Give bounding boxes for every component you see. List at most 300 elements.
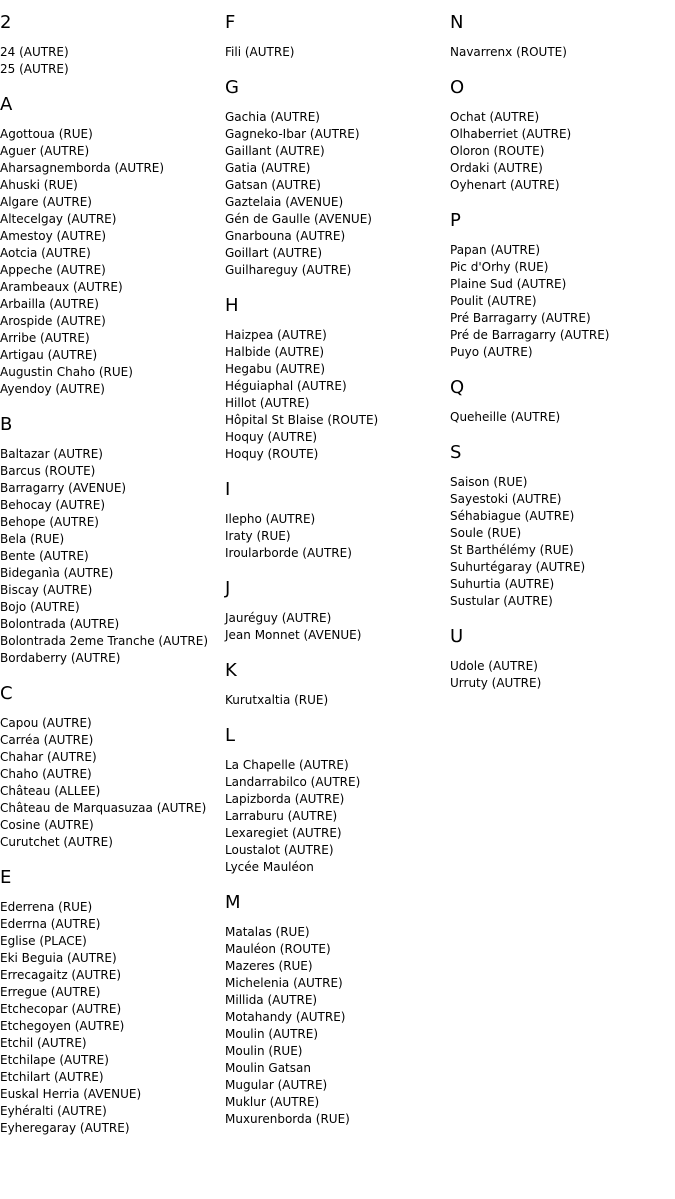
letter-section [0, 680, 225, 851]
street-link[interactable]: Bordaberry (AUTRE) [0, 651, 121, 665]
street-list-item [225, 808, 450, 825]
street-link[interactable]: Arospide (AUTRE) [0, 314, 106, 328]
street-list-item [450, 675, 675, 692]
street-list-item [0, 126, 225, 143]
street-list-item [0, 933, 225, 950]
street-link[interactable]: Aguer (AUTRE) [0, 144, 90, 158]
street-list-item [0, 616, 225, 633]
street-link[interactable]: Ochat (AUTRE) [450, 110, 540, 124]
letter-section [450, 9, 675, 61]
street-list-item [225, 412, 450, 429]
street-list-item [0, 950, 225, 967]
street-list [225, 327, 450, 463]
street-list-item [0, 783, 225, 800]
street-link[interactable]: Oyhenart (AUTRE) [450, 178, 560, 192]
street-link[interactable]: Olhaberriet (AUTRE) [450, 127, 572, 141]
street-list-item [0, 61, 225, 78]
street-link[interactable]: Pré Barragarry (AUTRE) [450, 311, 591, 325]
street-list-item [225, 610, 450, 627]
street-link[interactable]: Puyo (AUTRE) [450, 345, 533, 359]
letter-section [450, 439, 675, 610]
section-letter-heading: E [0, 867, 12, 888]
street-link[interactable]: Haizpea (AUTRE) [225, 328, 327, 342]
section-letter-heading: S [450, 442, 462, 463]
street-list-item [225, 126, 450, 143]
street-list-item [0, 279, 225, 296]
street-list-item [450, 576, 675, 593]
street-link[interactable]: Bolontrada 2eme Tranche (AUTRE) [0, 634, 209, 648]
street-link[interactable]: Behocay (AUTRE) [0, 498, 106, 512]
street-list-item [0, 381, 225, 398]
street-link[interactable]: Iraty (RUE) [225, 529, 291, 543]
street-link[interactable]: Suhurtia (AUTRE) [450, 577, 555, 591]
street-list-item [225, 1094, 450, 1111]
street-list-item [225, 160, 450, 177]
street-link[interactable]: Ayendoy (AUTRE) [0, 382, 105, 396]
street-list-item [0, 446, 225, 463]
street-link[interactable]: Moulin Gatsan [225, 1061, 311, 1075]
street-link[interactable]: Mazeres (RUE) [225, 959, 313, 973]
street-link[interactable]: Bela (RUE) [0, 532, 65, 546]
street-link[interactable]: Arambeaux (AUTRE) [0, 280, 123, 294]
street-link[interactable]: Algare (AUTRE) [0, 195, 92, 209]
street-link[interactable]: Suhurtégaray (AUTRE) [450, 560, 586, 574]
street-link[interactable]: Queheille (AUTRE) [450, 410, 561, 424]
street-link[interactable]: Mugular (AUTRE) [225, 1078, 328, 1092]
street-link[interactable]: Guilhareguy (AUTRE) [225, 263, 352, 277]
street-list-item [450, 160, 675, 177]
street-list-item [225, 958, 450, 975]
street-link[interactable]: Arribe (AUTRE) [0, 331, 90, 345]
street-list-item [0, 650, 225, 667]
street-link[interactable]: Lycée Mauléon [225, 860, 314, 874]
section-letter-heading: L [225, 725, 236, 746]
street-link[interactable]: Appeche (AUTRE) [0, 263, 106, 277]
street-list-item [0, 480, 225, 497]
street-link[interactable]: Bideganìa (AUTRE) [0, 566, 114, 580]
street-link[interactable]: Aotcia (AUTRE) [0, 246, 91, 260]
letter-section [450, 374, 675, 426]
street-list [0, 126, 225, 398]
street-link[interactable]: Behope (AUTRE) [0, 515, 99, 529]
letter-section [0, 91, 225, 398]
street-link[interactable]: Gagneko-Ibar (AUTRE) [225, 127, 360, 141]
street-link[interactable]: Halbide (AUTRE) [225, 345, 325, 359]
street-list-item [225, 109, 450, 126]
letter-section [225, 476, 450, 562]
section-letter-heading: Q [450, 377, 465, 398]
street-link[interactable]: Papan (AUTRE) [450, 243, 541, 257]
street-list-item [225, 791, 450, 808]
street-link[interactable]: Jauréguy (AUTRE) [225, 611, 332, 625]
letter-section [225, 74, 450, 279]
street-link[interactable]: Eyheregaray (AUTRE) [0, 1121, 130, 1135]
street-list-item [225, 774, 450, 791]
street-link[interactable]: Ederrna (AUTRE) [0, 917, 101, 931]
street-link[interactable]: Muklur (AUTRE) [225, 1095, 320, 1109]
letter-section [225, 722, 450, 876]
street-list-item [0, 1001, 225, 1018]
street-list-item [450, 293, 675, 310]
street-list-item [0, 330, 225, 347]
street-list-item [0, 1052, 225, 1069]
street-link[interactable]: 24 (AUTRE) [0, 45, 69, 59]
street-link[interactable]: Ordaki (AUTRE) [450, 161, 543, 175]
street-link[interactable]: Hôpital St Blaise (ROUTE) [225, 413, 379, 427]
street-link[interactable]: Pré de Barragarry (AUTRE) [450, 328, 610, 342]
section-letter-heading: 2 [0, 12, 12, 33]
street-list-item [0, 916, 225, 933]
street-link[interactable]: Curutchet (AUTRE) [0, 835, 113, 849]
street-link[interactable]: Héguiaphal (AUTRE) [225, 379, 347, 393]
street-link[interactable]: Chahar (AUTRE) [0, 750, 97, 764]
street-list-item [225, 545, 450, 562]
street-list-item [450, 276, 675, 293]
street-list-item [225, 143, 450, 160]
street-list-item [225, 1077, 450, 1094]
street-link[interactable]: Michelenia (AUTRE) [225, 976, 343, 990]
street-link[interactable]: Gatsan (AUTRE) [225, 178, 321, 192]
street-list-item [225, 859, 450, 876]
letter-section [225, 9, 450, 61]
street-list-item [0, 211, 225, 228]
street-list-item [0, 44, 225, 61]
street-link[interactable]: Udole (AUTRE) [450, 659, 538, 673]
section-letter-heading: A [0, 94, 13, 115]
street-link[interactable]: Saison (RUE) [450, 475, 528, 489]
street-list-item [0, 1018, 225, 1035]
street-link[interactable]: Château de Marquasuzaa (AUTRE) [0, 801, 207, 815]
street-link[interactable]: Urruty (AUTRE) [450, 676, 542, 690]
section-letter-heading: F [225, 12, 236, 33]
street-list-item [0, 245, 225, 262]
section-letter-heading: K [225, 660, 237, 681]
street-list [225, 44, 450, 61]
section-letter-heading: P [450, 210, 461, 231]
street-list-item [0, 633, 225, 650]
street-link[interactable]: Sustular (AUTRE) [450, 594, 553, 608]
letter-section [0, 864, 225, 1137]
street-list [450, 409, 675, 426]
street-link[interactable]: Altecelgay (AUTRE) [0, 212, 117, 226]
section-letter-heading: I [225, 479, 231, 500]
street-list-item [450, 344, 675, 361]
street-link[interactable]: Landarrabilco (AUTRE) [225, 775, 361, 789]
street-list-item [225, 1026, 450, 1043]
street-list-item [0, 364, 225, 381]
street-list-item [0, 548, 225, 565]
street-link[interactable]: Etchegoyen (AUTRE) [0, 1019, 125, 1033]
section-letter-heading: G [225, 77, 239, 98]
street-list-item [225, 1009, 450, 1026]
street-list-item [225, 228, 450, 245]
street-list-item [225, 924, 450, 941]
street-list-item [225, 992, 450, 1009]
street-link[interactable]: 25 (AUTRE) [0, 62, 69, 76]
street-list-item [0, 313, 225, 330]
street-link[interactable]: Gaillant (AUTRE) [225, 144, 325, 158]
street-link[interactable]: Carréa (AUTRE) [0, 733, 94, 747]
street-link[interactable]: Larraburu (AUTRE) [225, 809, 338, 823]
street-list-item [225, 1043, 450, 1060]
street-list-item [225, 378, 450, 395]
street-link[interactable]: Mauléon (ROUTE) [225, 942, 331, 956]
street-link[interactable]: La Chapelle (AUTRE) [225, 758, 349, 772]
street-list-item [0, 1086, 225, 1103]
street-link[interactable]: Iroularborde (AUTRE) [225, 546, 352, 560]
street-list-item [225, 211, 450, 228]
street-list [450, 44, 675, 61]
street-list-item [0, 599, 225, 616]
section-letter-heading: N [450, 12, 464, 33]
street-link[interactable]: Soule (RUE) [450, 526, 522, 540]
street-list-item [0, 715, 225, 732]
street-list-item [225, 177, 450, 194]
street-list-item [450, 177, 675, 194]
street-link[interactable]: Etchilape (AUTRE) [0, 1053, 109, 1067]
street-link[interactable]: Kurutxaltia (RUE) [225, 693, 329, 707]
street-list-item [450, 242, 675, 259]
street-link[interactable]: Gatia (AUTRE) [225, 161, 311, 175]
street-list-item [225, 692, 450, 709]
street-list-item [450, 542, 675, 559]
street-link[interactable]: Etchilart (AUTRE) [0, 1070, 104, 1084]
street-link[interactable]: Chaho (AUTRE) [0, 767, 92, 781]
street-link[interactable]: Hegabu (AUTRE) [225, 362, 326, 376]
street-link[interactable]: Séhabiague (AUTRE) [450, 509, 575, 523]
section-letter-heading: C [0, 683, 13, 704]
street-link[interactable]: Eyhéralti (AUTRE) [0, 1104, 107, 1118]
street-link[interactable]: Poulit (AUTRE) [450, 294, 537, 308]
street-list-item [0, 463, 225, 480]
street-list [225, 924, 450, 1128]
street-link[interactable]: Amestoy (AUTRE) [0, 229, 107, 243]
street-list-item [450, 559, 675, 576]
street-list-item [0, 749, 225, 766]
street-link[interactable]: Goillart (AUTRE) [225, 246, 323, 260]
street-list-item [0, 1035, 225, 1052]
street-link[interactable]: Jean Monnet (AVENUE) [225, 628, 362, 642]
street-list [225, 511, 450, 562]
street-list-item [225, 1111, 450, 1128]
street-list-item [0, 582, 225, 599]
section-letter-heading: U [450, 626, 464, 647]
street-link[interactable]: Plaine Sud (AUTRE) [450, 277, 567, 291]
street-list-item [0, 531, 225, 548]
street-link[interactable]: Gachia (AUTRE) [225, 110, 320, 124]
street-link[interactable]: Bojo (AUTRE) [0, 600, 80, 614]
street-list-item [0, 177, 225, 194]
street-list [450, 474, 675, 610]
street-list-item [0, 194, 225, 211]
street-list-item [450, 143, 675, 160]
street-link[interactable]: Moulin (RUE) [225, 1044, 303, 1058]
street-list [225, 610, 450, 644]
letter-section [0, 411, 225, 667]
street-link[interactable]: Sayestoki (AUTRE) [450, 492, 562, 506]
section-letter-heading: B [0, 414, 13, 435]
street-list-item [450, 409, 675, 426]
street-link[interactable]: Aharsagnemborda (AUTRE) [0, 161, 165, 175]
street-link[interactable]: Château (ALLEE) [0, 784, 101, 798]
street-list-item [0, 967, 225, 984]
street-link[interactable]: Hoquy (ROUTE) [225, 447, 319, 461]
street-list-item [0, 1069, 225, 1086]
street-list-item [225, 627, 450, 644]
street-list-item [0, 514, 225, 531]
street-link[interactable]: Oloron (ROUTE) [450, 144, 545, 158]
street-link[interactable]: St Barthélémy (RUE) [450, 543, 574, 557]
street-list-item [225, 44, 450, 61]
letter-section [225, 889, 450, 1128]
street-link[interactable]: Etchecopar (AUTRE) [0, 1002, 122, 1016]
street-link[interactable]: Baltazar (AUTRE) [0, 447, 103, 461]
street-list-item [225, 975, 450, 992]
street-list-item [450, 259, 675, 276]
street-link[interactable]: Barragarry (AVENUE) [0, 481, 127, 495]
street-list-item [225, 757, 450, 774]
letter-section [450, 207, 675, 361]
street-list-item [0, 899, 225, 916]
street-list-item [450, 126, 675, 143]
street-list-item [225, 262, 450, 279]
street-list-item [0, 817, 225, 834]
street-link[interactable]: Erregue (AUTRE) [0, 985, 101, 999]
section-letter-heading: J [225, 578, 231, 599]
street-list [450, 658, 675, 692]
street-list-item [450, 508, 675, 525]
street-link[interactable]: Cosine (AUTRE) [0, 818, 94, 832]
street-list-item [450, 658, 675, 675]
street-list-item [0, 984, 225, 1001]
street-link[interactable]: Matalas (RUE) [225, 925, 310, 939]
street-list-item [225, 511, 450, 528]
street-link[interactable]: Bolontrada (AUTRE) [0, 617, 120, 631]
street-list [0, 446, 225, 667]
street-list-item [0, 347, 225, 364]
street-link[interactable]: Pic d'Orhy (RUE) [450, 260, 549, 274]
street-list-item [450, 593, 675, 610]
street-link[interactable]: Hoquy (AUTRE) [225, 430, 318, 444]
street-list-item [450, 310, 675, 327]
street-list [0, 899, 225, 1137]
street-list [0, 715, 225, 851]
street-list-item [0, 800, 225, 817]
street-link[interactable]: Fili (AUTRE) [225, 45, 295, 59]
street-link[interactable]: Etchil (AUTRE) [0, 1036, 87, 1050]
street-list-item [0, 565, 225, 582]
street-link[interactable]: Barcus (ROUTE) [0, 464, 96, 478]
street-list [450, 109, 675, 194]
street-list [225, 692, 450, 709]
section-letter-heading: M [225, 892, 241, 913]
street-link[interactable]: Arbailla (AUTRE) [0, 297, 99, 311]
street-list-item [0, 160, 225, 177]
section-letter-heading: H [225, 295, 239, 316]
street-list-item [450, 474, 675, 491]
street-list-item [0, 1103, 225, 1120]
street-list-item [450, 109, 675, 126]
street-link[interactable]: Artigau (AUTRE) [0, 348, 98, 362]
street-list-item [225, 528, 450, 545]
street-link[interactable]: Millida (AUTRE) [225, 993, 318, 1007]
street-link[interactable]: Navarrenx (ROUTE) [450, 45, 567, 59]
street-index-column-3 [450, 9, 675, 705]
street-list-item [450, 525, 675, 542]
letter-section [450, 74, 675, 194]
street-list-item [225, 842, 450, 859]
street-list-item [0, 228, 225, 245]
street-list [0, 44, 225, 78]
street-list-item [225, 344, 450, 361]
street-list-item [0, 262, 225, 279]
street-list-item [0, 296, 225, 313]
street-link[interactable]: Errecagaitz (AUTRE) [0, 968, 122, 982]
street-link[interactable]: Gnarbouna (AUTRE) [225, 229, 346, 243]
street-list-item [0, 766, 225, 783]
street-list-item [225, 1060, 450, 1077]
letter-section [225, 575, 450, 644]
street-link[interactable]: Moulin (AUTRE) [225, 1027, 318, 1041]
street-link[interactable]: Ahuski (RUE) [0, 178, 78, 192]
street-list-item [225, 361, 450, 378]
street-list-item [450, 44, 675, 61]
street-link[interactable]: Capou (AUTRE) [0, 716, 92, 730]
street-link[interactable]: Loustalot (AUTRE) [225, 843, 334, 857]
street-list [225, 109, 450, 279]
street-link[interactable]: Muxurenborda (RUE) [225, 1112, 350, 1126]
street-list-item [0, 1120, 225, 1137]
street-list-item [0, 497, 225, 514]
street-link[interactable]: Eki Beguia (AUTRE) [0, 951, 117, 965]
street-index-column-1 [0, 9, 225, 1150]
street-list-item [0, 834, 225, 851]
street-list [450, 242, 675, 361]
street-list-item [0, 143, 225, 160]
street-list-item [225, 327, 450, 344]
street-link[interactable]: Hillot (AUTRE) [225, 396, 310, 410]
street-link[interactable]: Lexaregiet (AUTRE) [225, 826, 342, 840]
street-list-item [225, 825, 450, 842]
street-list-item [225, 245, 450, 262]
street-list-item [450, 491, 675, 508]
street-link[interactable]: Augustin Chaho (RUE) [0, 365, 133, 379]
letter-section [225, 657, 450, 709]
street-list-item [225, 446, 450, 463]
street-link[interactable]: Ederrena (RUE) [0, 900, 93, 914]
street-link[interactable]: Lapizborda (AUTRE) [225, 792, 345, 806]
street-link[interactable]: Gén de Gaulle (AVENUE) [225, 212, 372, 226]
street-link[interactable]: Euskal Herria (AVENUE) [0, 1087, 142, 1101]
section-letter-heading: O [450, 77, 465, 98]
street-list-item [0, 732, 225, 749]
street-link[interactable]: Ilepho (AUTRE) [225, 512, 316, 526]
street-link[interactable]: Biscay (AUTRE) [0, 583, 93, 597]
street-list [225, 757, 450, 876]
street-list-item [225, 429, 450, 446]
street-link[interactable]: Eglise (PLACE) [0, 934, 87, 948]
street-list-item [225, 941, 450, 958]
street-list-item [450, 327, 675, 344]
street-link[interactable]: Gaztelaia (AVENUE) [225, 195, 344, 209]
letter-section [450, 623, 675, 692]
letter-section [0, 9, 225, 78]
street-link[interactable]: Bente (AUTRE) [0, 549, 89, 563]
street-link[interactable]: Motahandy (AUTRE) [225, 1010, 346, 1024]
street-list-item [225, 395, 450, 412]
street-index-column-2 [225, 9, 450, 1141]
street-link[interactable]: Agottoua (RUE) [0, 127, 93, 141]
